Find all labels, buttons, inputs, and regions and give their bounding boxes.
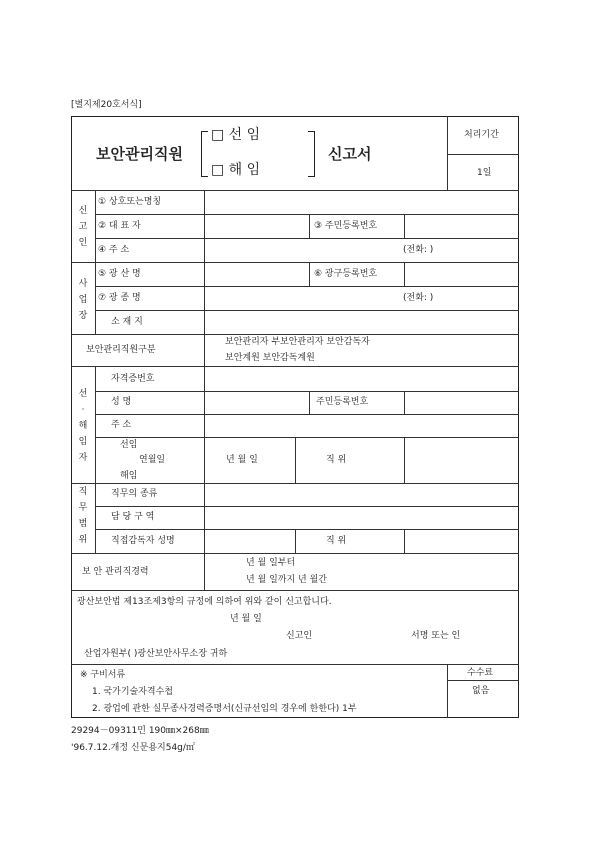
sec3-char-5: 자 <box>78 453 88 463</box>
form-title-suffix: 신고서 <box>328 145 372 163</box>
appoint-date-label-3: 해임 <box>120 471 138 481</box>
required-docs-title: ※ 구비서류 <box>80 670 126 680</box>
sec3-char-3: 해 <box>78 421 88 431</box>
sec4-char-3: 범 <box>78 519 88 529</box>
title-option-appoint: □ 선 임 <box>211 127 261 143</box>
sec1-char-3: 인 <box>78 238 88 248</box>
duty-area-label: 담 당 구 역 <box>111 512 155 522</box>
left-bracket <box>201 131 208 177</box>
supervisor-name-label: 직접감독자 성명 <box>111 536 175 546</box>
form-title: 보안관리직원 <box>96 145 183 163</box>
location-label: 소 재 지 <box>111 317 143 327</box>
required-doc-1: 1. 국가기술자격수첩 <box>92 687 174 697</box>
required-doc-2: 2. 광업에 관한 실무종사경력증명서(신규선임의 경우에 한한다) 1부 <box>92 704 357 714</box>
representative-label: ② 대 표 자 <box>98 221 141 231</box>
fee-label: 수수료 <box>467 668 494 678</box>
addressee: 산업자원부( )광산보안사무소장 귀하 <box>84 649 228 659</box>
supervisor-position-label: 직 위 <box>326 536 347 546</box>
declaration-text: 광산보안법 제13조제3항의 규정에 의하여 위와 같이 신고합니다. <box>77 597 332 607</box>
company-name-label: ① 상호또는명칭 <box>98 197 162 207</box>
footer-code: 29294－09311민 190㎜×268㎜ <box>71 726 209 736</box>
processing-period-value: 1일 <box>477 168 492 178</box>
appointee-name-label: 성 명 <box>111 397 132 407</box>
sec3-char-4: 임 <box>78 437 88 447</box>
sec2-char-3: 장 <box>78 311 88 321</box>
career-to: 년 월 일까지 년 월간 <box>246 575 327 585</box>
appointee-position-label: 직 위 <box>326 455 347 465</box>
appoint-date-label-2: 연월일 <box>139 455 166 465</box>
staff-class-options-1: 보안관리자 부보안관리자 보안감독자 <box>225 337 370 347</box>
staff-class-options-2: 보안계원 보안감독계원 <box>225 353 315 363</box>
footer-revision: '96.7.12.개정 신문용지54g/㎡ <box>71 743 195 753</box>
sec4-char-2: 무 <box>78 503 88 513</box>
license-number-label: 자격증번호 <box>111 374 155 384</box>
sec2-char-2: 업 <box>78 295 88 305</box>
title-option-dismiss: □ 해 임 <box>211 162 261 178</box>
reporter-label: 신고인 <box>286 631 313 641</box>
sec3-char-2: · <box>81 405 85 415</box>
signature-label: 서명 또는 인 <box>411 631 461 641</box>
fee-value: 없음 <box>472 686 490 696</box>
sec4-char-4: 위 <box>78 535 88 545</box>
staff-class-label: 보안관리직원구분 <box>86 345 156 355</box>
resident-number-label: ③ 주민등록번호 <box>314 221 378 231</box>
career-label: 보 안 관리직경력 <box>82 567 149 577</box>
sec2-char-1: 사 <box>78 279 88 289</box>
processing-period-label: 처리기간 <box>464 130 499 140</box>
mine-phone-label: (전화: ) <box>403 293 434 303</box>
right-bracket <box>308 131 315 177</box>
appointee-address-label: 주 소 <box>111 420 132 430</box>
sec3-char-1: 선 <box>78 389 88 399</box>
appoint-date-field: 년 월 일 <box>226 455 258 465</box>
mining-registration-label: ⑥ 광구등록번호 <box>314 269 378 279</box>
duty-type-label: 직무의 종류 <box>111 489 158 499</box>
sec1-char-1: 신 <box>78 206 88 216</box>
phone-label: (전화: ) <box>403 245 434 255</box>
career-from: 년 월 일부터 <box>246 558 296 568</box>
sec4-char-1: 직 <box>78 487 88 497</box>
appointee-resident-label: 주민등록번호 <box>316 397 369 407</box>
address-label: ④ 주 소 <box>98 245 130 255</box>
sec1-char-2: 고 <box>78 222 88 232</box>
appoint-date-label-1: 선임 <box>120 440 138 450</box>
declaration-date: 년 월 일 <box>230 614 262 624</box>
mine-name-label: ⑤ 광 산 명 <box>98 269 141 279</box>
form-code: [별지제20호서식] <box>71 100 142 110</box>
mineral-type-label: ⑦ 광 종 명 <box>98 293 141 303</box>
